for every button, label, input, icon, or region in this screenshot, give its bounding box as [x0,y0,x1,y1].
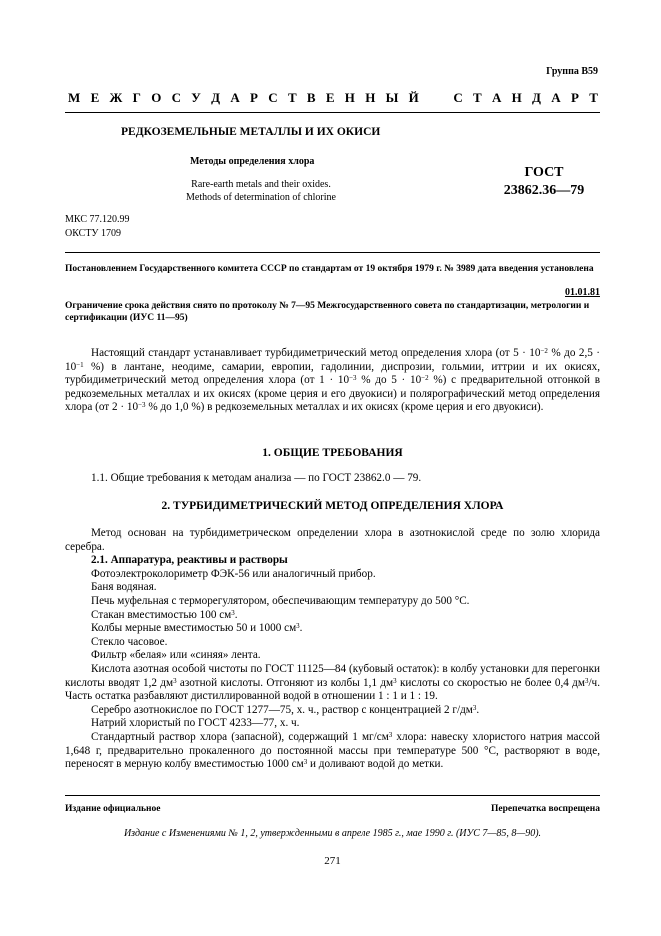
section-2-body [65,527,600,772]
banner-letter: В [306,90,316,105]
list-item: Серебро азотнокислое по ГОСТ 1277—75, х. ч., раствор с концентрацией 2 $г/дм^3$. [91,703,480,716]
banner-letter: Н [344,90,355,105]
banner-letter: Е [90,90,100,105]
mks-code: МКС 77.120.99 [65,214,130,225]
section-1-item: 1.1. Общие требования к методам анализа — по ГОСТ 23862.0 — 79. [91,472,422,484]
method-principle: Метод основан на турбидиметрическом определении хлора в азотнокислой среде по золю хлорида серебра. [65,527,600,553]
list-item: Фотоэлектроколориметр ФЭК-56 или аналогичный прибор. [91,567,376,580]
banner-letter: Д [211,90,221,105]
apparatus-heading: 2.1. Аппаратура, реактивы и растворы [91,554,288,567]
decree-rule [65,252,600,253]
document-subtitle: Методы определения хлора [190,156,315,167]
footer-rule [65,795,600,796]
banner-letter: Н [511,90,522,105]
list-item: Баня водяная. [91,581,157,594]
restriction-text: Ограничение срока действия снято по протоколу № 7—95 Межгосударственного совета по стандартизации, метрологии и сертификации (ИУС 11—95) [65,301,590,323]
section-1-body [65,472,600,486]
section-2-heading: 2. ТУРБИДИМЕТРИЧЕСКИЙ МЕТОД ОПРЕДЕЛЕНИЯ ХЛОРА [161,500,504,512]
banner-letter: М [68,90,81,105]
reprint-notice: Перепечатка воспрещена [490,804,600,814]
document-title: РЕДКОЗЕМЕЛЬНЫЕ МЕТАЛЛЫ И ИХ ОКИСИ [121,126,381,138]
banner-letter: Ы [385,90,399,105]
banner-letter: С [268,90,278,105]
banner-letter: Ж [109,90,123,105]
banner-letter: Т [287,90,297,105]
banner-letter: С [453,90,463,105]
banner-letter: Р [570,90,579,105]
banner-letter: Г [132,90,141,105]
official-edition-label: Издание официальное [65,804,161,814]
introduction-date: 01.01.81 [565,287,600,298]
list-item: Стандартный раствор хлора (запасной), содержащий 1 $мг/см^3$ хлора: навеску хлористого натрия массой 1,648 г, предварительно прокаленного до постоянной массы при температуре 500 °С, растворяют в воде, переносят в мерную колбу вместимостью 1000 $см^3$ и доливают водой до метки. [65,730,601,771]
english-title [172,178,350,204]
list-item: Кислота азотная особой чистоты по ГОСТ 11125—84 (кубовый остаток): в колбу установки для перегонки кислоты вводят 1,2 $дм^3$ азотной кислоты. Отгоняют из колбы 1,1 $дм^3$ кислоты со скоростью не более 0,4 $дм^3/ч$. Часть остатка разбавляют дистиллированной водой в отношении 1 : 1 и 1 : 19. [65,662,600,703]
list-item: Натрий хлористый по ГОСТ 4233—77, х. ч. [91,717,300,730]
header-rule [65,112,600,113]
group-code: Группа В59 [546,66,598,77]
banner-letter: А [491,90,502,105]
banner-letter: Н [365,90,376,105]
list-item: Колбы мерные вместимостью 50 и 1000 $см^3$. [91,622,303,635]
english-title-line: Rare-earth metals and their oxides. [191,179,331,190]
banner-letter: Д [532,90,541,105]
banner-letter: Й [408,90,419,105]
english-title-line: Methods of determination of chlorine [186,192,336,203]
classification-codes [65,213,129,241]
edition-note: Издание с Изменениями № 1, 2, утвержденными в апреле 1985 г., мае 1990 г. (ИУС 7—85, 8—90). [123,828,542,839]
intro-paragraph [65,347,600,415]
list-item: Фильтр «белая» или «синяя» лента. [91,649,261,662]
list-item: Печь муфельная с терморегулятором, обеспечивающим температуру до 500 °С. [91,594,470,607]
gost-code: 23862.36—79 [503,183,585,198]
page-number: 271 [324,855,341,867]
decree-text: Постановлением Государственного комитета СССР по стандартам от 19 октября 1979 г. № 3989 дата введения установлена [65,264,594,274]
banner-letter: У [191,90,201,105]
section-1-heading: 1. ОБЩИЕ ТРЕБОВАНИЯ [262,447,403,459]
list-item: Стакан вместимостью 100 $см^3$. [91,608,238,621]
banner-letter: Е [325,90,335,105]
banner-letter: О [151,90,162,105]
banner-letter: А [230,90,240,105]
banner-letter: Р [250,90,258,105]
okstu-code: ОКСТУ 1709 [65,228,122,239]
banner-letter: Т [589,90,598,105]
banner-letter: С [171,90,182,105]
gost-number [483,164,605,200]
intro-text: Настоящий стандарт устанавливает турбидиметрический метод определения хлора (от $5 \cdot 10^{-2}$ % до $2,5 \cdot 10^{-1}$ %) в лантане, неодиме, самарии, европии, гадолинии, диспрозии, гольмии, иттрии и их окисях, турбидиметрический метод определения хлора (от $1 \cdot 10^{-3}$ % до $5 \cdot 10^{-2}$ %) с предварительной отгонкой в редкоземельных металлах и их окисях (кроме церия и его двуокиси) и полярографический метод определения хлора (от $2 \cdot 10^{-3}$ % до 1,0 %) в редкоземельных металлах и их окисях (кроме церия и его двуокиси). [65,347,600,414]
banner-letter: А [551,90,561,105]
list-item: Стекло часовое. [91,635,168,648]
banner-gap [429,90,443,106]
banner-letter: Т [473,90,482,105]
standard-banner [68,90,598,106]
gost-label: ГОСТ [524,165,564,180]
